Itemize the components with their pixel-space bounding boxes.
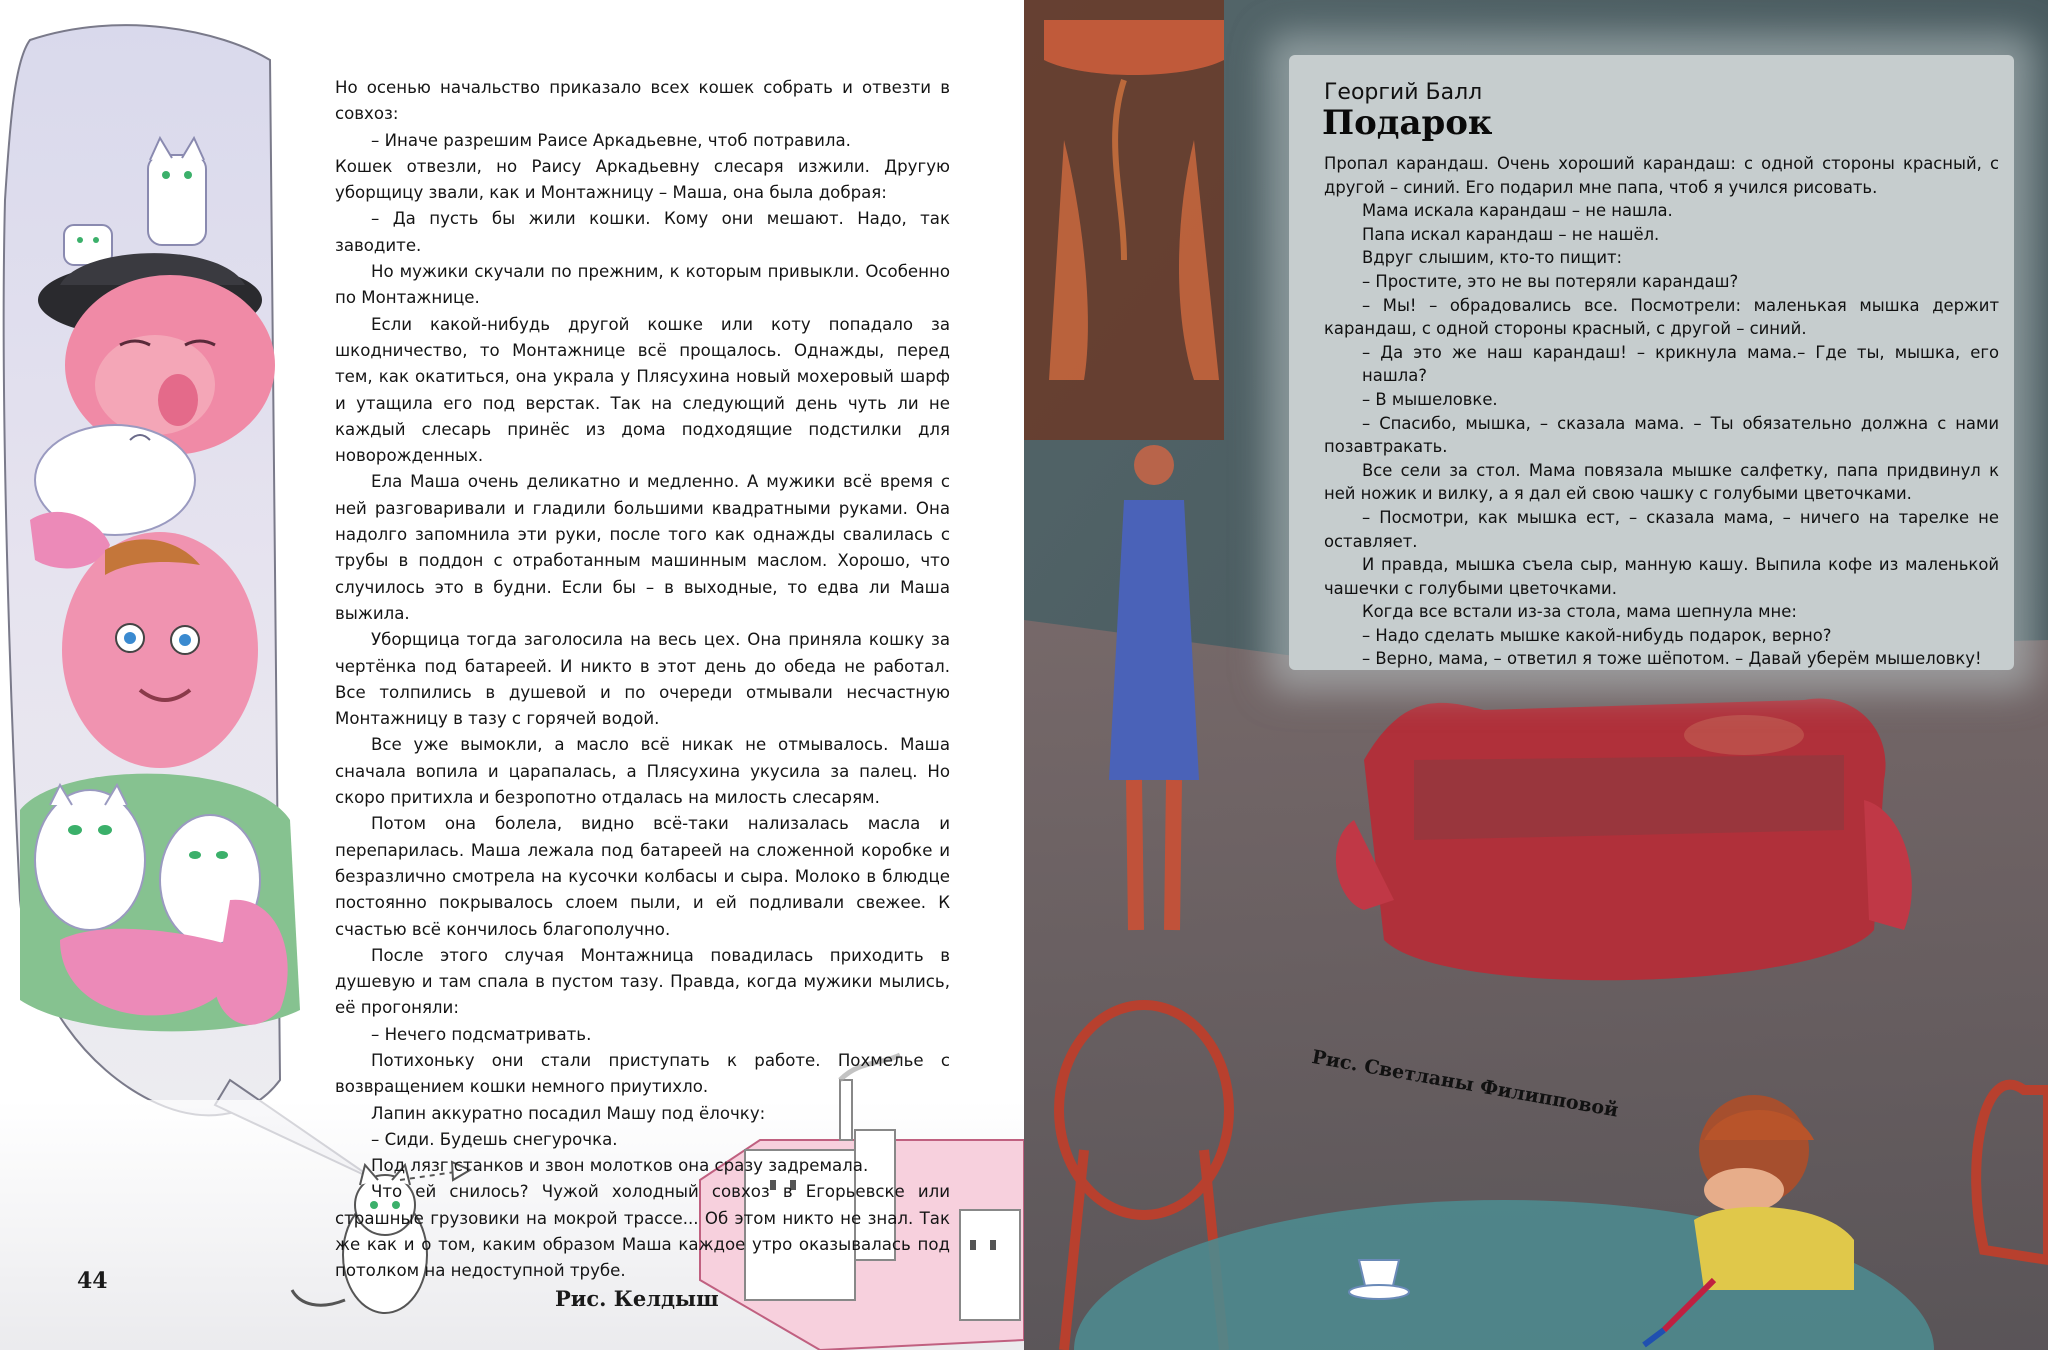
story-paragraph: – Нечего подсматривать. (371, 1024, 592, 1044)
gift-story-text (1324, 152, 1999, 671)
gift-paragraph: – Спасибо, мышка, – сказала мама. – Ты обязательно должна с нами позавтракать. (1324, 413, 1999, 457)
gift-paragraph: И правда, мышка съела сыр, манную кашу. Выпила кофе из маленькой чашечки с голубыми цветочками. (1324, 555, 1999, 598)
story-paragraph: Но мужики скучали по прежним, к которым привыкли. Особенно по Монтажнице. (335, 262, 950, 308)
story-paragraph: Лапин аккуратно посадил Машу под ёлочку: (371, 1103, 766, 1123)
story-title: Подарок (1322, 103, 1493, 143)
story-paragraph: – Иначе разрешим Раисе Аркадьевне, чтоб потравила. (371, 130, 851, 150)
story-paragraph: Потихоньку они стали приступать к работе. Похмелье с возвращением кошки немного приутихло. (335, 1050, 950, 1097)
gift-paragraph: Когда все встали из-за стола, мама шепнула мне: (1362, 602, 1797, 622)
story-paragraph: Все уже вымокли, а масло всё никак не отмывалось. Маша сначала вопила и царапалась, а Плясухина укусила за палец. Но скоро притихла и безропотно отдалась на милость слесарям. (335, 735, 950, 808)
story-paragraph: Под лязг станков и звон молотков она сразу задремала. (371, 1156, 869, 1176)
gift-paragraph: – В мышеловке. (1362, 389, 1498, 409)
illustration-credit-right: Рис. Светланы Филипповой (1310, 1046, 1620, 1122)
story-paragraph: Но осенью начальство приказало всех кошек собрать и отвезти в совхоз: (335, 78, 950, 124)
gift-paragraph: Мама искала карандаш – не нашла. (1362, 201, 1673, 221)
right-page (1024, 0, 2048, 1350)
story-text (335, 75, 950, 1285)
gift-paragraph: Все сели за стол. Мама повязала мышке салфетку, папа придвинул к ней ножик и вилку, а я дал ей свою чашку с голубыми цветочками. (1324, 460, 1999, 504)
page-number: 44 (77, 1268, 108, 1294)
story-paragraph: После этого случая Монтажница повадилась приходить в душевую и там спала в пустом тазу. Правда, когда мужики мылись, её прогоняли: (335, 945, 950, 1018)
gift-paragraph: – Верно, мама, – ответил я тоже шёпотом. – Давай уберём мышеловку! (1362, 649, 1982, 669)
illustration-credit: Рис. Келдыш (555, 1286, 719, 1311)
story-paragraph: Кошек отвезли, но Раису Аркадьевну слесаря изжили. Другую уборщицу звали, как и Монтажницу – Маша, она была добрая: (335, 156, 950, 203)
story-paragraph: Уборщица тогда заголосила на весь цех. Она приняла кошку за чертёнка под батареей. И никто в этот день до обеда не работал. Все толпились в душевой и по очереди отмывали несчастную Монтажницу в тазу с горячей водой. (335, 630, 950, 729)
gift-paragraph: – Надо сделать мышке какой-нибудь подарок, верно? (1362, 625, 1832, 645)
story-paragraph: – Да пусть бы жили кошки. Кому они мешают. Надо, так заводите. (335, 209, 950, 255)
gift-paragraph: Вдруг слышим, кто-то пищит: (1362, 248, 1623, 268)
gift-paragraph: – Мы! – обрадовались все. Посмотрели: маленькая мышка держит карандаш, с одной стороны красный, с другой – синий. (1324, 295, 1999, 339)
gift-paragraph: Папа искал карандаш – не нашёл. (1362, 224, 1660, 244)
gift-paragraph: Пропал карандаш. Очень хороший карандаш: с одной стороны красный, с другой – синий. Его подарил мне папа, чтоб я учился рисовать. (1324, 154, 1999, 197)
story-paragraph: Что ей снилось? Чужой холодный совхоз в Егорьевске или страшные грузовики на мокрой трассе... Об этом никто не знал. Так же как и о том, каким образом Маша каждое утро оказывалась под потолком на недоступной трубе. (335, 1182, 950, 1281)
story-paragraph: Потом она болела, видно всё-таки нализалась масла и перепарилась. Маша лежала под батареей на сложенной коробке и безразлично смотрела на кусочки колбасы и сыра. Молоко в блюдце постоянно покрывалось слоем пыли, и ей подливали свежее. К счастью всё кончилось благополучно. (335, 814, 950, 939)
story-paragraph: – Сиди. Будешь снегурочка. (371, 1129, 618, 1149)
gift-paragraph: – Посмотри, как мышка ест, – сказала мама, – ничего на тарелке не оставляет. (1324, 507, 1999, 551)
story-paragraph: Если какой-нибудь другой кошке или коту попадало за шкодничество, то Монтажнице всё прощалось. Однажды, перед тем, как окатиться, она украла у Плясухина новый мохеровый шарф и утащила его под верстак. Так на следующий день чуть ли не каждый слесарь принёс из дома подходящие подстилки для новорожденных. (335, 314, 950, 466)
author-name: Георгий Балл (1324, 80, 1483, 105)
gift-paragraph: – Да это же наш карандаш! – крикнула мама.– Где ты, мышка, его нашла? (1362, 342, 1999, 386)
gift-paragraph: – Простите, это не вы потеряли карандаш? (1362, 271, 1739, 291)
story-paragraph: Ела Маша очень деликатно и медленно. А мужики всё время с ней разговаривали и гладили большими квадратными руками. Она надолго запомнила эти руки, после того как однажды свалилась с трубы в поддон с отработанным машинным маслом. Хорошо, что случилось это в будни. Если бы – в выходные, то едва ли Маша выжила. (335, 472, 950, 623)
